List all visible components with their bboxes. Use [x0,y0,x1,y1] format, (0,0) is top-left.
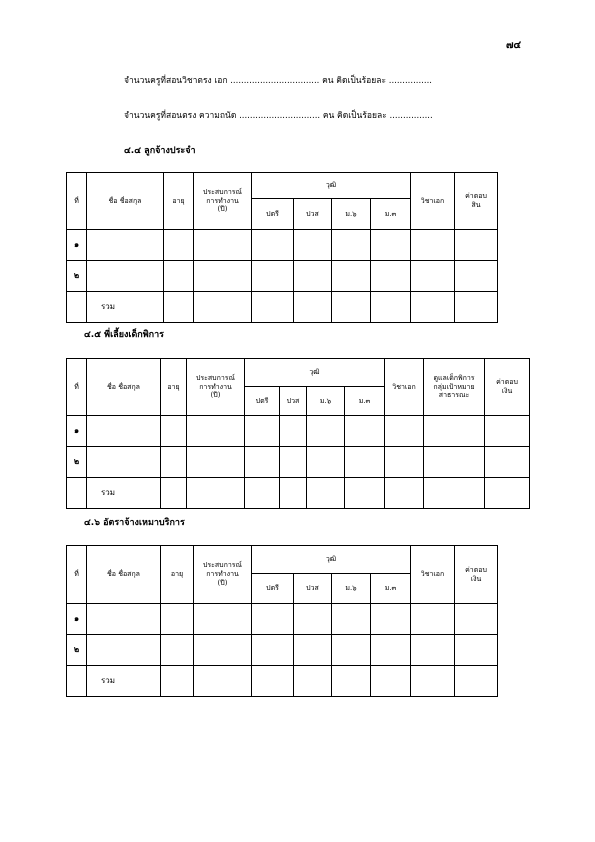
header-age: อายุ [161,546,194,604]
header-exp-line2: การทำงาน [206,570,239,579]
header-exp-line3: (ปี) [217,578,228,587]
header-m6: ม.๖ [307,387,345,416]
header-m6: ม.๖ [332,199,371,230]
header-no: ที่ [67,359,87,416]
header-major: วิชาเอก [411,546,455,604]
major-teacher-line [124,73,432,87]
row-number: ๒ [67,261,87,292]
header-salary-line1: ค่าตอบ [465,192,487,201]
ability-line-dots2: ................ [389,111,433,121]
table-caregivers [66,358,530,509]
header-salary [455,173,498,230]
header-salary-line2: เงิน [501,387,513,395]
table-permanent-staff [66,172,498,323]
major-line-label: จำนวนครูที่สอนวิชาตรง เอก [124,76,228,86]
table-row [67,261,498,292]
header-exp-line2: การทำงาน [199,382,232,391]
header-age: อายุ [164,173,194,230]
major-line-unit: คน คิดเป็นร้อยละ [322,76,387,86]
header-age: อายุ [161,359,187,416]
header-care-line1: ดูแลเด็กพิการ [433,373,475,382]
header-care-line3: สาธารณะ [438,391,470,400]
table-contract-services [66,545,498,697]
ability-line-label: จำนวนครูที่สอนตรง ความถนัด [124,111,237,121]
table-row [67,416,530,447]
header-salary-line1: ค่าตอบ [496,378,518,387]
row-number: ๑ [67,416,87,447]
header-salary-line1: ค่าตอบ [465,565,487,574]
header-bachelor: ปตรี [245,387,280,416]
header-degree: วุฒิ [252,546,411,574]
header-major: วิชาเอก [385,359,424,416]
header-diploma: ปวส [294,199,332,230]
header-experience [194,546,252,604]
header-salary-line2: เงิน [470,574,482,583]
header-exp-line1: ประสบการณ์ [202,187,243,196]
header-care-line2: กลุ่มเป้าหมาย [433,382,475,391]
header-name: ชื่อ ชื่อสกุล [87,546,161,604]
header-degree: วุฒิ [245,359,385,387]
header-experience [194,173,252,230]
total-row [67,292,498,323]
row-number: ๒ [67,447,87,478]
row-number: ๑ [67,230,87,261]
row-number: ๒ [67,635,87,666]
header-care [424,359,485,416]
table-row [67,447,530,478]
major-line-dots2: ................ [388,76,432,86]
ability-line-unit: คน คิดเป็นร้อยละ [322,111,387,121]
ability-line-dots: .............................. [239,111,321,121]
table-row [67,230,498,261]
header-major: วิชาเอก [411,173,455,230]
header-name: ชื่อ ชื่อสกุล [87,359,161,416]
total-label: รวม [87,292,164,323]
header-experience [187,359,245,416]
header-exp-line1: ประสบการณ์ [195,373,236,382]
header-exp-line3: (ปี) [217,205,228,214]
header-m3: ม.๓ [371,574,411,604]
header-diploma: ปวส [294,574,332,604]
total-label: รวม [87,478,161,509]
header-exp-line3: (ปี) [210,391,221,400]
table-row [67,604,498,635]
section-title-4-4: ๔.๔ ลูกจ้างประจำ [124,146,196,156]
header-exp-line1: ประสบการณ์ [202,561,243,570]
section-title-4-6: ๔.๖ อัตราจ้างเหมาบริการ [84,518,185,528]
page-number: ๗๔ [506,40,522,51]
header-bachelor: ปตรี [252,574,294,604]
header-degree: วุฒิ [252,173,411,199]
ability-teacher-line [124,108,433,122]
header-salary [485,359,530,416]
total-label: รวม [87,666,161,697]
header-m3: ม.๓ [345,387,385,416]
section-title-4-5: ๔.๕ พี่เลี้ยงเด็กพิการ [84,330,165,340]
header-salary-line2: สิน [471,201,481,209]
row-number: ๑ [67,604,87,635]
total-row [67,478,530,509]
header-name: ชื่อ ชื่อสกุล [87,173,164,230]
header-exp-line2: การทำงาน [206,196,239,205]
header-bachelor: ปตรี [252,199,294,230]
header-m3: ม.๓ [371,199,411,230]
header-diploma: ปวส [280,387,307,416]
header-no: ที่ [67,173,87,230]
header-no: ที่ [67,546,87,604]
major-line-dots: ................................. [230,76,320,86]
table-row [67,635,498,666]
header-salary [455,546,498,604]
header-m6: ม.๖ [332,574,371,604]
total-row [67,666,498,697]
